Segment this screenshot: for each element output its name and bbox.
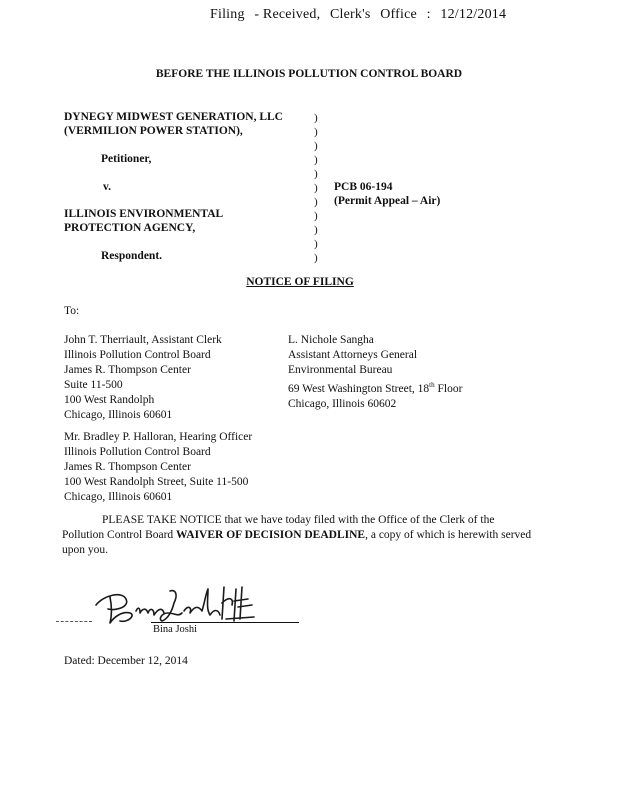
address-line: Assistant Attorneys General bbox=[288, 349, 418, 361]
address-line: Chicago, Illinois 60601 bbox=[64, 491, 173, 503]
body-text: PLEASE TAKE NOTICE that we have today filed with the Office of the Clerk of the Pollution Control Board bbox=[62, 514, 495, 541]
to-label: To: bbox=[64, 305, 80, 317]
address-line: John T. Therriault, Assistant Clerk bbox=[64, 334, 222, 346]
stamp-date: 12/12/2014 bbox=[440, 7, 507, 22]
address-line: Environmental Bureau bbox=[288, 364, 393, 376]
petitioner-role: Petitioner, bbox=[101, 153, 152, 165]
dated-line: Dated: December 12, 2014 bbox=[64, 655, 188, 667]
versus: v. bbox=[103, 181, 111, 193]
stamp-text: Office bbox=[380, 7, 417, 22]
caption-paren: ) bbox=[314, 196, 318, 208]
caption-paren: ) bbox=[314, 168, 318, 180]
petitioner-name: DYNEGY MIDWEST GENERATION, LLC bbox=[64, 111, 283, 123]
respondent-name-2: PROTECTION AGENCY, bbox=[64, 222, 196, 234]
caption-paren: ) bbox=[314, 126, 318, 138]
address-line: James R. Thompson Center bbox=[64, 364, 191, 376]
stamp-text: Filing bbox=[210, 7, 245, 22]
caption-paren: ) bbox=[314, 210, 318, 222]
filing-stamp bbox=[210, 7, 512, 23]
address-line: 100 West Randolph Street, Suite 11-500 bbox=[64, 476, 249, 488]
recipient-attorney bbox=[288, 333, 462, 412]
document-heading: BEFORE THE ILLINOIS POLLUTION CONTROL BOARD bbox=[155, 68, 463, 80]
address-line: Illinois Pollution Control Board bbox=[64, 349, 211, 361]
notice-body bbox=[62, 513, 532, 558]
document-title: WAIVER OF DECISION DEADLINE bbox=[176, 529, 366, 541]
respondent-role: Respondent. bbox=[101, 250, 163, 262]
case-number: PCB 06-194 bbox=[334, 181, 393, 193]
address-line: Mr. Bradley P. Halloran, Hearing Officer bbox=[64, 431, 253, 443]
stamp-text: : bbox=[426, 7, 431, 22]
address-line: L. Nichole Sangha bbox=[288, 334, 374, 346]
notice-title: NOTICE OF FILING bbox=[246, 276, 354, 288]
caption-paren: ) bbox=[314, 154, 318, 166]
signer-name: Bina Joshi bbox=[153, 624, 198, 635]
petitioner-name-2: (VERMILION POWER STATION), bbox=[64, 125, 243, 137]
caption-paren: ) bbox=[314, 238, 318, 250]
stamp-text: - Received, bbox=[254, 7, 321, 22]
caption-paren: ) bbox=[314, 252, 318, 264]
caption-paren: ) bbox=[314, 140, 318, 152]
signature-dash bbox=[56, 621, 92, 622]
address-line: 100 West Randolph bbox=[64, 394, 155, 406]
stamp-text: Clerk's bbox=[330, 7, 371, 22]
caption-paren: ) bbox=[314, 182, 318, 194]
caption-paren: ) bbox=[314, 224, 318, 236]
address-line: Illinois Pollution Control Board bbox=[64, 446, 211, 458]
address-line: Suite 11-500 bbox=[64, 379, 123, 391]
recipient-hearing-officer bbox=[64, 430, 252, 505]
address-line: Chicago, Illinois 60602 bbox=[288, 397, 397, 410]
recipient-clerk bbox=[64, 333, 222, 423]
address-line: James R. Thompson Center bbox=[64, 461, 191, 473]
ordinal-suffix: th bbox=[429, 381, 435, 389]
address-line bbox=[288, 378, 462, 397]
case-type: (Permit Appeal – Air) bbox=[334, 195, 441, 207]
address-text: 69 West Washington Street, 18 bbox=[288, 382, 430, 395]
respondent-name: ILLINOIS ENVIRONMENTAL bbox=[64, 208, 224, 220]
address-line: Chicago, Illinois 60601 bbox=[64, 409, 173, 421]
caption-paren: ) bbox=[314, 112, 318, 124]
signature-line bbox=[151, 622, 299, 623]
address-text: Floor bbox=[434, 382, 463, 395]
body-text: , a copy of which is herewith served upon you. bbox=[62, 529, 532, 556]
